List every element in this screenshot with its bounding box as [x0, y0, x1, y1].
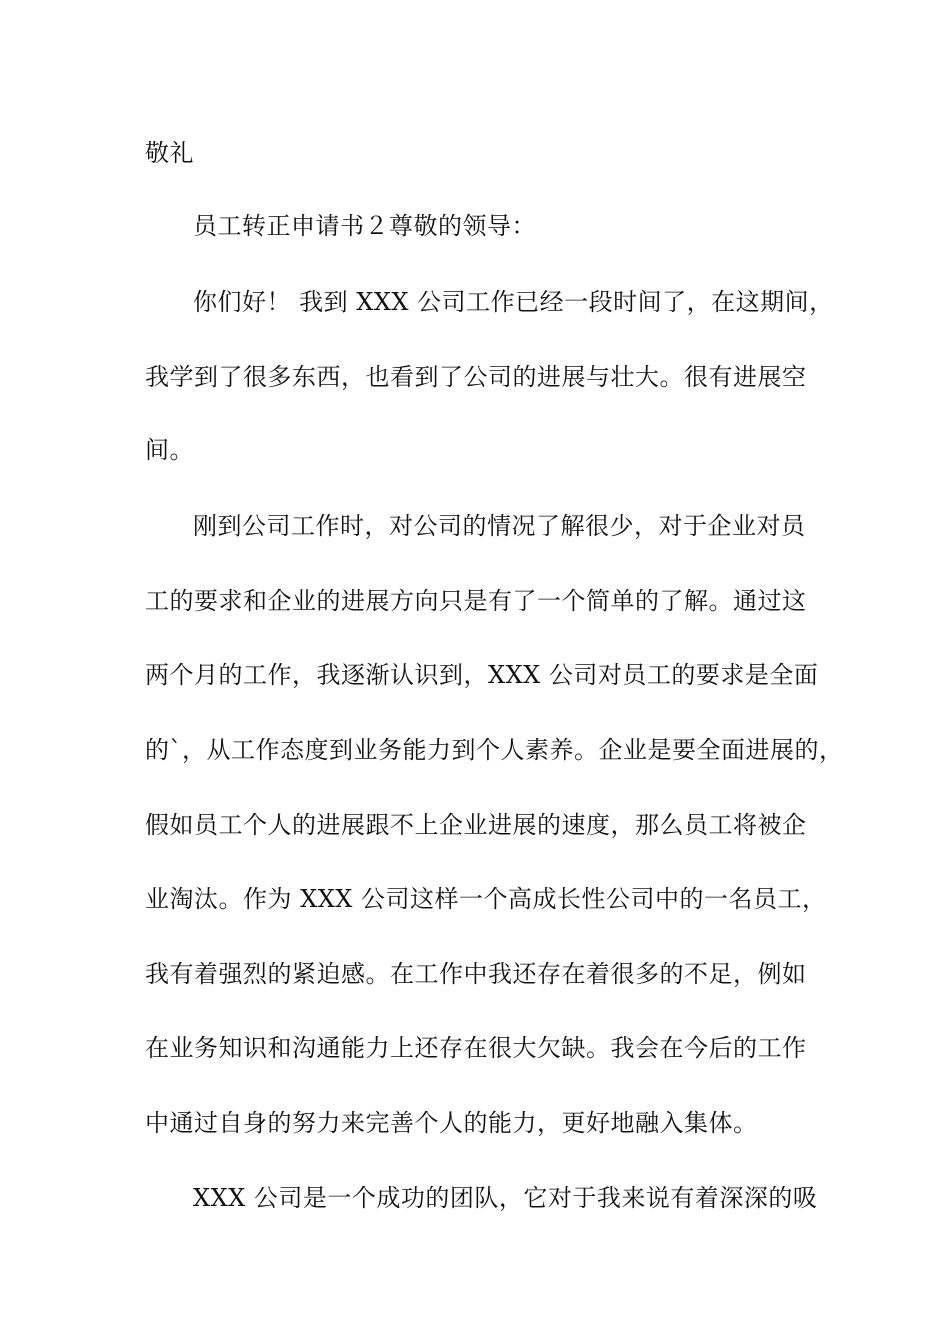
- paragraph-line: 工的要求和企业的进展方向只是有了一个简单的了解。通过这: [145, 587, 807, 615]
- letter-heading: 员工转正申请书２尊敬的领导：: [193, 212, 536, 240]
- paragraph-line: 刚到公司工作时，对公司的情况了解很少，对于企业对员: [193, 512, 806, 540]
- paragraph-line: 我有着强烈的紧迫感。在工作中我还存在着很多的不足，例如: [145, 960, 807, 988]
- paragraph-line: 的`，从工作态度到业务能力到个人素养。企业是要全面进展的，: [145, 736, 844, 764]
- paragraph-line: 业淘汰。作为 XXX 公司这样一个高成长性公司中的一名员工，: [145, 885, 827, 913]
- paragraph-line: 我学到了很多东西，也看到了公司的进展与壮大。很有进展空: [145, 363, 807, 391]
- paragraph-line: 两个月的工作，我逐渐认识到，XXX 公司对员工的要求是全面: [145, 661, 819, 689]
- paragraph-line: XXX 公司是一个成功的团队，它对于我来说有着深深的吸: [193, 1184, 818, 1212]
- closing-salutation: 敬礼: [145, 139, 194, 167]
- paragraph-line: 中通过自身的努力来完善个人的能力，更好地融入集体。: [145, 1109, 758, 1137]
- paragraph-line: 在业务知识和沟通能力上还存在很大欠缺。我会在今后的工作: [145, 1034, 807, 1062]
- paragraph-line: 你们好！ 我到 XXX 公司工作已经一段时间了，在这期间，: [193, 288, 834, 316]
- paragraph-line: 假如员工个人的进展跟不上企业进展的速度，那么员工将被企: [145, 811, 807, 839]
- paragraph-line: 间。: [145, 436, 194, 464]
